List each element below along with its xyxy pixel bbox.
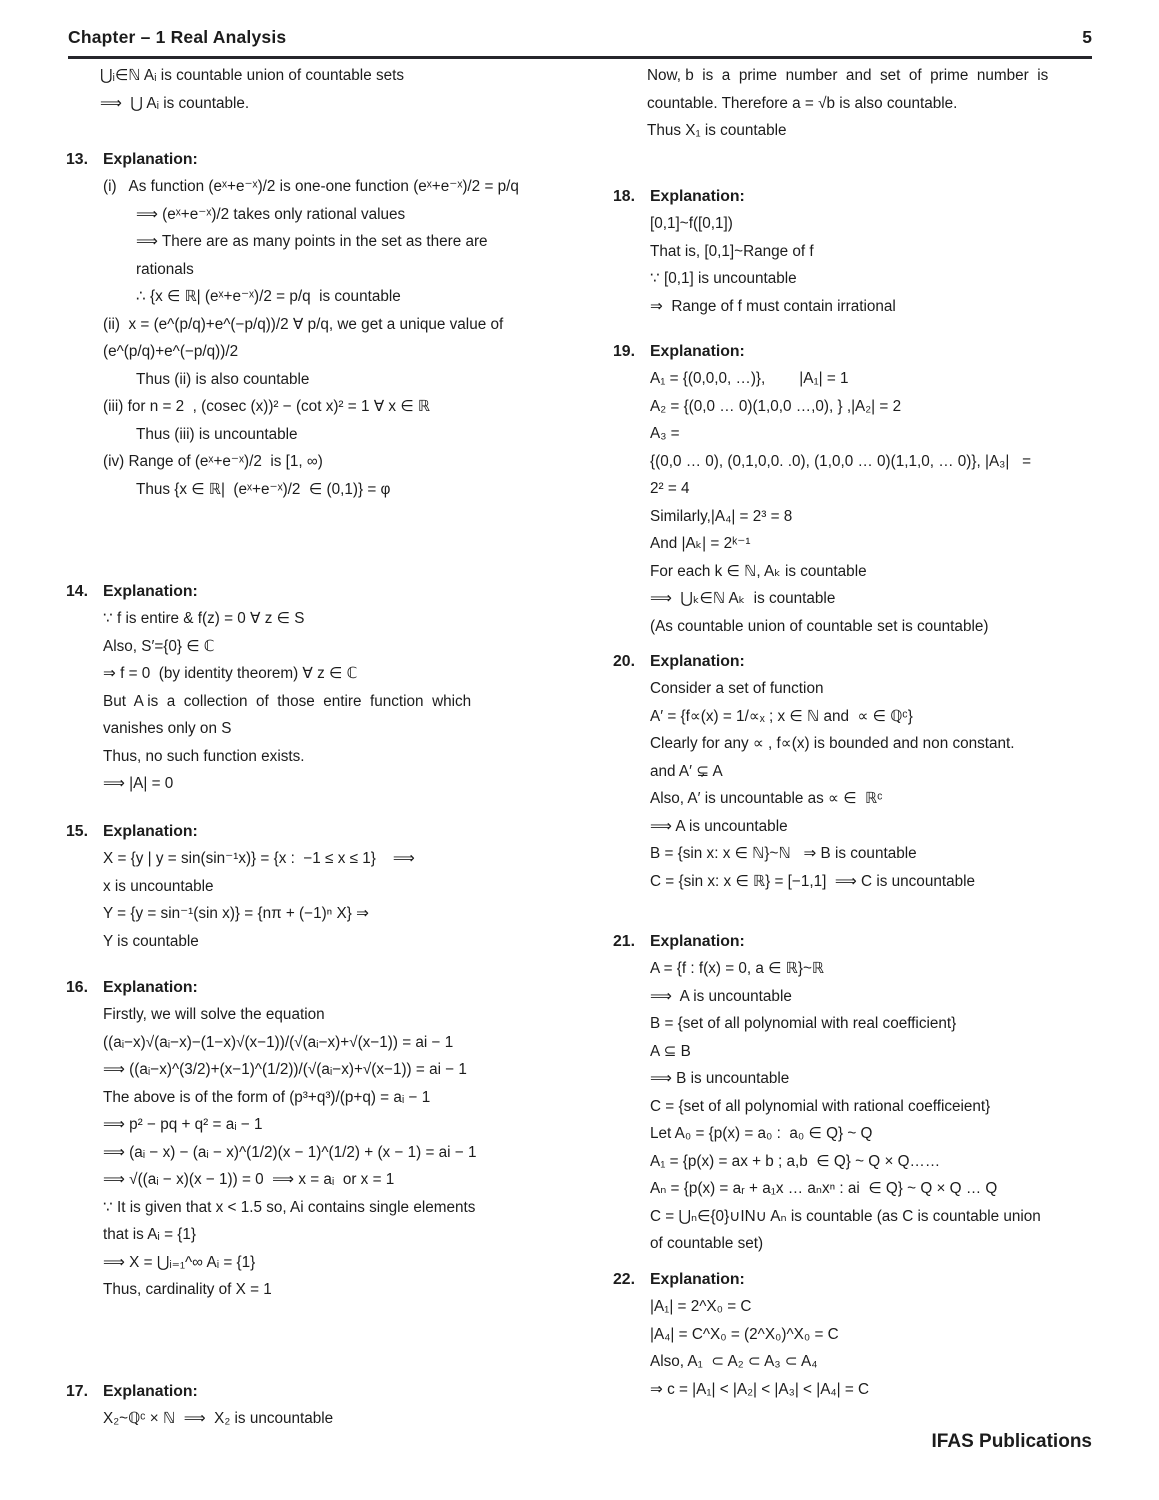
item-heading-row: [613, 1266, 1105, 1293]
item-heading-row: [66, 578, 558, 605]
text-line: ⟹ A is uncountable: [650, 987, 792, 1005]
item-body: [613, 365, 1105, 640]
text-line: countable. Therefore a = √b is also countable.: [647, 94, 958, 112]
text-line: ⟹ There are as many points in the set as there are: [136, 233, 488, 250]
right-intro-paragraph: [613, 62, 1105, 145]
text-line: B = {sin x: x ∈ ℕ}~ℕ ⇒ B is countable: [650, 845, 917, 862]
text-line: ∵ f is entire & f(z) = 0 ∀ z ∈ S: [103, 610, 305, 627]
text-line: ⟹ ⋃ₖ∈ℕ Aₖ is countable: [650, 590, 836, 607]
text-line: B = {set of all polynomial with real coefficient}: [650, 1015, 957, 1032]
text-line: A₂ = {(0,0 … 0)(1,0,0 …,0), } ,|A₂| = 2: [650, 397, 902, 415]
text-line: For each k ∈ ℕ, Aₖ is countable: [650, 562, 867, 580]
text-line: ⟹ (eˣ+e⁻ˣ)/2 takes only rational values: [136, 205, 406, 223]
page-number: 5: [1082, 27, 1092, 47]
item-heading: Explanation:: [650, 1271, 745, 1288]
text-line: ⇒ Range of f must contain irrational: [650, 297, 896, 315]
text-line: Thus (iii) is uncountable: [136, 425, 298, 443]
text-line: C = {sin x: x ∈ ℝ} = [−1,1] ⟹ C is uncountable: [650, 872, 975, 890]
text-line: (iv) Range of (eˣ+e⁻ˣ)/2 is [1, ∞): [103, 453, 323, 470]
text-line: ∵ [0,1] is uncountable: [650, 270, 797, 287]
text-line: vanishes only on S: [103, 720, 232, 737]
item-heading-row: [613, 648, 1105, 675]
text-line: Similarly,|A₄| = 2³ = 8: [650, 507, 793, 525]
text-line: Y is countable: [103, 932, 199, 950]
explanation-item-19: [613, 338, 1105, 640]
text-line: (As countable union of countable set is countable): [650, 617, 989, 635]
text-line: [0,1]~f([0,1]): [650, 215, 733, 232]
text-line: Clearly for any ∝ , f∝(x) is bounded and non constant.: [650, 735, 1015, 752]
text-line: Thus {x ∈ ℝ| (eˣ+e⁻ˣ)/2 ∈ (0,1)} = φ: [136, 480, 391, 498]
text-line: Thus, no such function exists.: [103, 747, 305, 765]
text-line: ⟹ A is uncountable: [650, 817, 788, 835]
text-line: |A₄| = C^X₀ = (2^X₀)^X₀ = C: [650, 1325, 839, 1343]
text-line: Let A₀ = {p(x) = a₀ : a₀ ∈ Q} ~ Q: [650, 1125, 873, 1142]
header-rule: [68, 56, 1092, 59]
text-line: of countable set): [650, 1235, 764, 1252]
text-line: But A is a collection of those entire function which: [103, 692, 472, 710]
text-line: That is, [0,1]~Range of f: [650, 242, 814, 260]
explanation-item-20: [613, 648, 1105, 895]
text-line: Aₙ = {p(x) = aᵣ + a₁x … aₙxⁿ : ai ∈ Q} ~ Q × Q … Q: [650, 1180, 998, 1197]
text-line: Thus (ii) is also countable: [136, 370, 310, 388]
item-heading-row: [66, 146, 558, 173]
text-line: ∴ {x ∈ ℝ| (eˣ+e⁻ˣ)/2 = p/q is countable: [136, 288, 401, 305]
explanation-item-18: [613, 183, 1105, 320]
item-body: [66, 173, 558, 503]
text-line: |A₁| = 2^X₀ = C: [650, 1298, 752, 1315]
explanation-item-22: [613, 1266, 1105, 1403]
item-heading: Explanation:: [103, 151, 198, 168]
item-number: 21.: [613, 933, 635, 950]
item-heading: Explanation:: [650, 343, 745, 360]
text-line: ((aᵢ−x)√(aᵢ−x)−(1−x)√(x−1))/(√(aᵢ−x)+√(x−1)) = ai − 1: [103, 1033, 454, 1051]
explanation-item-21: [613, 928, 1105, 1258]
item-body: [613, 210, 1105, 320]
text-line: The above is of the form of (p³+q³)/(p+q) = aᵢ − 1: [103, 1088, 431, 1106]
text-line: ⇒ f = 0 (by identity theorem) ∀ z ∈ ℂ: [103, 665, 358, 682]
item-heading-row: [613, 338, 1105, 365]
text-line: (iii) for n = 2 , (cosec (x))² − (cot x)² = 1 ∀ x ∈ ℝ: [103, 398, 431, 415]
text-line: Firstly, we will solve the equation: [103, 1006, 325, 1023]
item-body: [66, 1405, 558, 1433]
text-line: C = {set of all polynomial with rational coefficeient}: [650, 1097, 991, 1115]
item-number: 13.: [66, 151, 88, 168]
item-number: 17.: [66, 1383, 88, 1400]
text-line: Also, S′={0} ∈ ℂ: [103, 637, 215, 655]
item-heading: Explanation:: [103, 823, 198, 840]
item-heading: Explanation:: [650, 188, 745, 205]
text-line: x is uncountable: [103, 877, 214, 895]
text-line: ∵ It is given that x < 1.5 so, Ai contains single elements: [103, 1198, 476, 1216]
text-line: rationals: [136, 260, 194, 278]
text-line: A₁ = {(0,0,0, …)}, |A₁| = 1: [650, 370, 849, 387]
chapter-title: Chapter – 1 Real Analysis: [68, 27, 287, 47]
explanation-item-14: [66, 578, 558, 798]
item-number: 15.: [66, 823, 88, 840]
text-line: Consider a set of function: [650, 680, 824, 697]
text-line: Also, A₁ ⊂ A₂ ⊂ A₃ ⊂ A₄: [650, 1353, 818, 1370]
item-number: 22.: [613, 1271, 635, 1288]
text-line: {(0,0 … 0), (0,1,0,0. .0), (1,0,0 … 0)(1,1,0, … 0)}, |A₃| =: [650, 452, 1032, 470]
explanation-item-15: [66, 818, 558, 955]
text-line: ⇒ c = |A₁| < |A₂| < |A₃| < |A₄| = C: [650, 1380, 870, 1398]
text-line: and A′ ⊊ A: [650, 762, 723, 780]
text-line: A₃ =: [650, 425, 680, 442]
item-body: [66, 1001, 558, 1304]
item-number: 18.: [613, 188, 635, 205]
text-line: Thus, cardinality of X = 1: [103, 1281, 272, 1298]
text-line: ⟹ p² − pq + q² = aᵢ − 1: [103, 1116, 263, 1133]
text-line: ⟹ √((aᵢ − x)(x − 1)) = 0 ⟹ x = aᵢ or x = 1: [103, 1171, 395, 1188]
text-line: ⟹ ⋃ Aᵢ is countable.: [100, 94, 250, 112]
item-heading-row: [66, 1378, 558, 1405]
text-line: (i) As function (eˣ+e⁻ˣ)/2 is one-one function (eˣ+e⁻ˣ)/2 = p/q: [103, 178, 519, 195]
text-line: Y = {y = sin⁻¹(sin x)} = {nπ + (−1)ⁿ X} ⇒: [103, 905, 369, 922]
explanation-item-13: [66, 146, 558, 503]
item-heading: Explanation:: [103, 583, 198, 600]
text-line: X = {y | y = sin(sin⁻¹x)} = {x : −1 ≤ x ≤ 1} ⟹: [103, 850, 415, 867]
text-line: ⟹ |A| = 0: [103, 775, 174, 792]
item-heading-row: [613, 928, 1105, 955]
item-number: 20.: [613, 653, 635, 670]
explanation-item-16: [66, 974, 558, 1304]
text-line: ⟹ B is uncountable: [650, 1070, 790, 1087]
item-body: [613, 1293, 1105, 1403]
text-line: A ⊆ B: [650, 1042, 691, 1060]
item-number: 19.: [613, 343, 635, 360]
left-intro-paragraph: [66, 62, 558, 117]
item-heading-row: [66, 974, 558, 1001]
item-body: [66, 605, 558, 798]
item-number: 16.: [66, 979, 88, 996]
item-body: [66, 845, 558, 955]
text-line: A = {f : f(x) = 0, a ∈ ℝ}~ℝ: [650, 960, 825, 977]
text-line: Now, b is a prime number and set of prime number is: [647, 67, 1049, 84]
item-body: [613, 955, 1105, 1258]
text-line: ⋃ᵢ∈ℕ Aᵢ is countable union of countable sets: [100, 67, 405, 84]
footer-publisher: IFAS Publications: [931, 1431, 1092, 1452]
item-heading: Explanation:: [103, 1383, 198, 1400]
explanation-item-17: [66, 1378, 558, 1433]
text-line: Also, A′ is uncountable as ∝ ∈ ℝᶜ: [650, 790, 883, 807]
text-line: A₁ = {p(x) = ax + b ; a,b ∈ Q} ~ Q × Q……: [650, 1152, 941, 1170]
text-line: that is Aᵢ = {1}: [103, 1226, 196, 1243]
item-body: [613, 675, 1105, 895]
item-number: 14.: [66, 583, 88, 600]
item-heading-row: [66, 818, 558, 845]
text-line: 2² = 4: [650, 480, 690, 497]
item-heading: Explanation:: [650, 653, 745, 670]
text-line: A′ = {f∝(x) = 1/∝ₓ ; x ∈ ℕ and ∝ ∈ ℚᶜ}: [650, 707, 913, 725]
text-line: X₂~ℚᶜ × ℕ ⟹ X₂ is uncountable: [103, 1410, 334, 1427]
text-line: Thus X₁ is countable: [647, 122, 787, 139]
text-line: And |Aₖ| = 2ᵏ⁻¹: [650, 535, 751, 552]
text-line: C = ⋃ₙ∈{0}∪IN∪ Aₙ is countable (as C is countable union: [650, 1207, 1041, 1225]
item-heading: Explanation:: [650, 933, 745, 950]
item-heading: Explanation:: [103, 979, 198, 996]
text-line: ⟹ ((aᵢ−x)^(3/2)+(x−1)^(1/2))/(√(aᵢ−x)+√(x−1)) = ai − 1: [103, 1061, 467, 1078]
text-line: ⟹ (aᵢ − x) − (aᵢ − x)^(1/2)(x − 1)^(1/2) + (x − 1) = ai − 1: [103, 1143, 477, 1161]
text-line: (ii) x = (e^(p/q)+e^(−p/q))/2 ∀ p/q, we get a unique value of (e^(p/q)+e^(−p/q))/2: [103, 315, 508, 360]
text-line: ⟹ X = ⋃ᵢ₌₁^∞ Aᵢ = {1}: [103, 1253, 256, 1271]
item-heading-row: [613, 183, 1105, 210]
